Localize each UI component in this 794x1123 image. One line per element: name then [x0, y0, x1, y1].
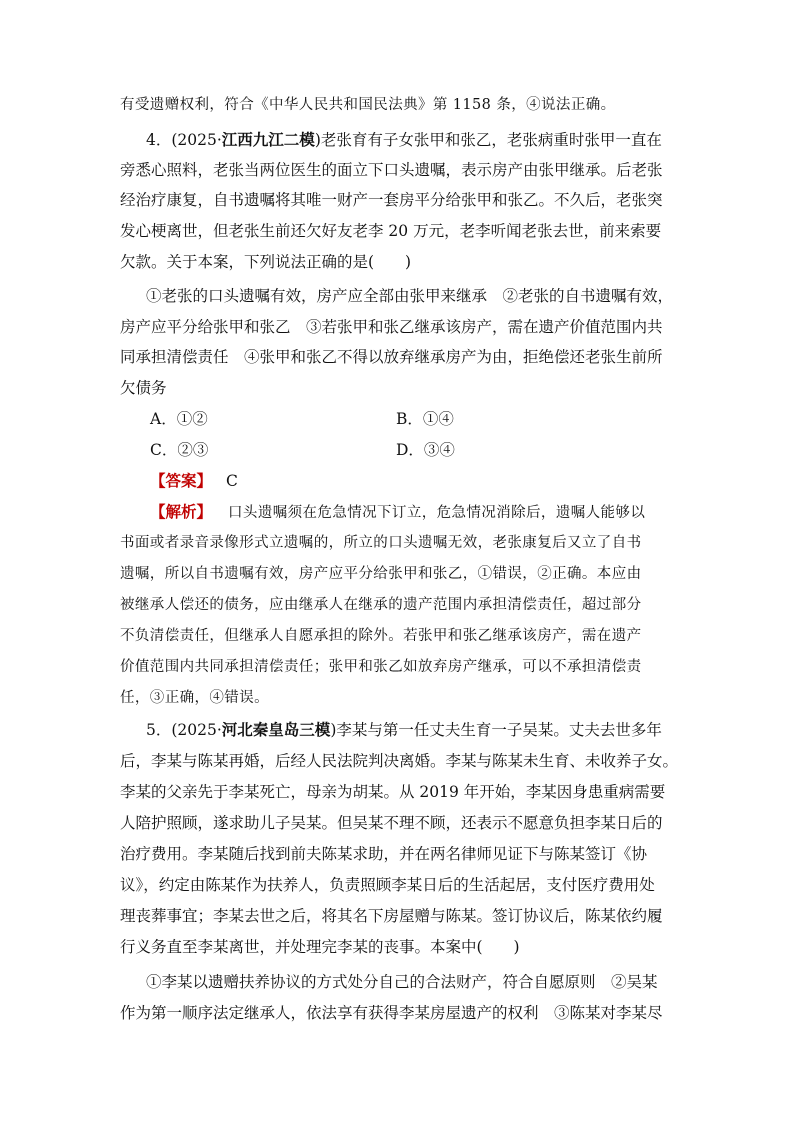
question-number: 4．(2025·: [146, 131, 222, 149]
statement-line: 欠债务: [120, 379, 167, 397]
analysis-line: 价值范围内共同承担清偿责任；张甲和张乙如放弃房产继承，可以不承担清偿责: [120, 659, 642, 675]
question-number: 5．(2025·: [146, 721, 222, 739]
question-source: 江西九江二模: [221, 130, 315, 149]
statement-line: ①老张的口头遗嘱有效，房产应全部由张甲来继承 ②老张的自书遗嘱有效，: [146, 287, 674, 305]
answer-tag: 【答案】: [150, 471, 213, 490]
text-line: 后，李某与陈某再婚，后经人民法院判决离婚。李某与陈某未生育、未收养子女。: [120, 752, 679, 770]
text-line: 议》，约定由陈某作为扶养人，负责照顾李某日后的生活起居，支付医疗费用处: [120, 876, 655, 894]
analysis-first-line: [150, 499, 645, 525]
text-line: 有受遗赠权利，符合《中华人民共和国民法典》第 1158 条，④说法正确。: [120, 97, 616, 113]
analysis-line: 被继承人偿还的债务，应由继承人在继承的遗产范围内承担清偿责任，超过部分: [120, 597, 642, 613]
text-line: 人陪护照顾，遂求助儿子吴某。但吴某不理不顾，还表示不愿意负担李某日后的: [120, 814, 663, 832]
text-line: 经治疗康复，自书遗嘱将其唯一财产一套房平分给张甲和张乙。不久后，老张突: [120, 191, 663, 209]
statement-line: 房产应平分给张甲和张乙 ③若张甲和张乙继承该房产，需在遗产价值范围内共: [120, 318, 663, 336]
text-line: 发心梗离世，但老张生前还欠好友老李 20 万元，老李听闻老张去世，前来索要: [120, 222, 662, 240]
analysis-line: 不负清偿责任，但继承人自愿承担的除外。若张甲和张乙继承该房产，需在遗产: [120, 628, 642, 644]
analysis-line: 遗嘱，所以自书遗嘱有效，房产应平分给张甲和张乙，①错误，②正确。本应由: [120, 566, 642, 582]
option-c: C．②③: [150, 441, 209, 459]
answer-value: C: [226, 472, 238, 490]
answer-line: [150, 468, 238, 494]
text-line: 治疗费用。李某随后找到前夫陈某求助，并在两名律师见证下与陈某签订《协: [120, 845, 648, 863]
text-line: 旁悉心照料，老张当两位医生的面立下口头遗嘱，表示房产由张甲继承。后老张: [120, 161, 663, 179]
option-d: D．③④: [396, 441, 455, 459]
text-line: 欠款。关于本案，下列说法正确的是( ): [120, 253, 412, 271]
question-5-header: [146, 717, 662, 743]
question-text: )李某与第一任丈夫生育一子吴某。丈夫去世多年: [330, 721, 662, 739]
analysis-text: 口头遗嘱须在危急情况下订立，危急情况消除后，遗嘱人能够以: [228, 505, 646, 521]
question-source: 河北秦皇岛三模: [221, 720, 331, 739]
statement-line: 同承担清偿责任 ④张甲和张乙不得以放弃继承房产为由，拒绝偿还老张生前所: [120, 348, 663, 366]
question-4-header: [146, 127, 662, 153]
question-text: )老张育有子女张甲和张乙，老张病重时张甲一直在: [314, 131, 662, 149]
text-line: 理丧葬事宜；李某去世之后，将其名下房屋赠与陈某。签订协议后，陈某依约履: [120, 907, 663, 925]
statement-line: ①李某以遗赠扶养协议的方式处分自己的合法财产，符合自愿原则 ②吴某: [146, 973, 658, 991]
analysis-line: 书面或者录音录像形式立遗嘱的，所立的口头遗嘱无效，老张康复后又立了自书: [120, 535, 642, 551]
analysis-tag: 【解析】: [150, 502, 213, 521]
option-a: A．①②: [150, 410, 208, 428]
text-line: 李某的父亲先于李某死亡，母亲为胡某。从 2019 年开始，李某因身患重病需要: [120, 783, 666, 801]
statement-line: 作为第一顺序法定继承人，依法享有获得李某房屋遗产的权利 ③陈某对李某尽: [120, 1004, 663, 1022]
option-b: B．①④: [396, 410, 454, 428]
analysis-line: 任，③正确，④错误。: [120, 690, 269, 706]
text-line: 行义务直至李某离世，并处理完李某的丧事。本案中( ): [120, 938, 520, 956]
